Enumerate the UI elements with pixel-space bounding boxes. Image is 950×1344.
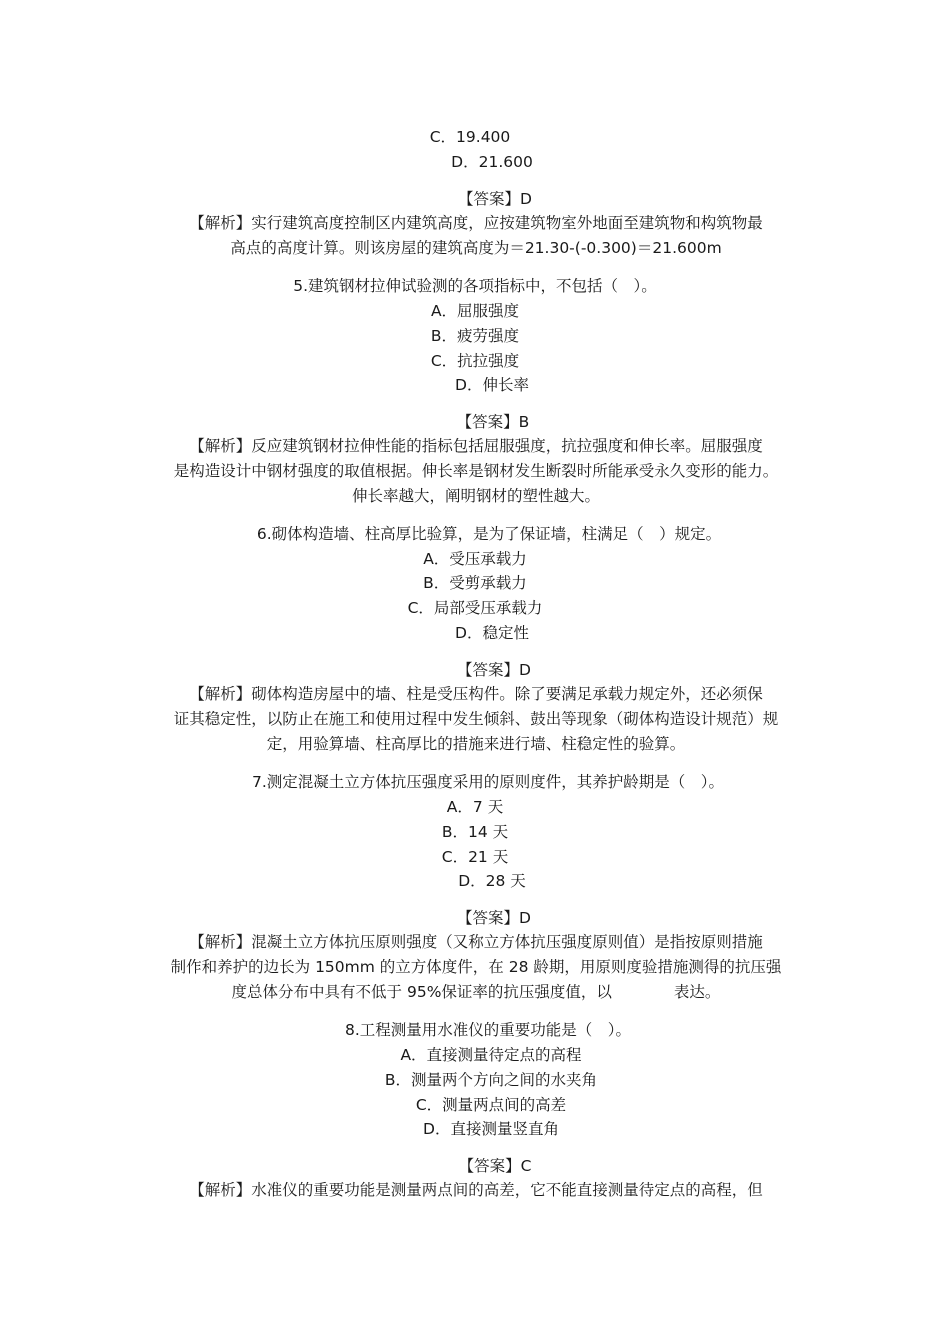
q4-option-d: D．21.600 bbox=[451, 153, 533, 171]
explanation-line: 伸长率越大，阐明钢材的塑性越大。 bbox=[351, 487, 600, 505]
q6-answer: 【答案】D bbox=[457, 661, 531, 679]
q4-explanation bbox=[146, 211, 806, 261]
q4-answer: 【答案】D bbox=[458, 190, 532, 208]
q8-question: 8.工程测量用水准仪的重要功能是（ ）。 bbox=[344, 1021, 632, 1039]
q7-option-d: D．28 天 bbox=[458, 872, 526, 890]
explanation-line: 制作和养护的边长为 150mm 的立方体度件，在 28 龄期，用原则度验措施测得的抗压强 bbox=[170, 958, 782, 976]
q5-question: 5.建筑钢材拉伸试验测的各项指标中，不包括（ ）。 bbox=[293, 277, 657, 295]
explanation-line: 证其稳定性，以防止在施工和使用过程中发生倾斜、鼓出等现象（砌体构造设计规范）规 bbox=[173, 710, 779, 728]
q6-option-d: D．稳定性 bbox=[455, 624, 529, 642]
q8-option-c: C．测量两点间的高差 bbox=[415, 1096, 567, 1114]
explanation-line: 【解析】混凝土立方体抗压原则强度（又称立方体抗压强度原则值）是指按原则措施 bbox=[189, 933, 763, 951]
q7-explanation bbox=[146, 930, 806, 1005]
explanation-line: 【解析】砌体构造房屋中的墙、柱是受压构件。除了要满足承载力规定外，还必须保 bbox=[189, 685, 763, 703]
explanation-line: 高点的高度计算。则该房屋的建筑高度为＝21.30-(-0.300)＝21.600m bbox=[230, 239, 722, 257]
q8-option-d: D．直接测量竖直角 bbox=[423, 1120, 559, 1138]
q7-question: 7.测定混凝土立方体抗压强度采用的原则度件，其养护龄期是（ ）。 bbox=[251, 773, 725, 791]
q7-option-b: B．14 天 bbox=[441, 823, 509, 841]
q7-option-a: A．7 天 bbox=[446, 798, 504, 816]
q6-question: 6.砌体构造墙、柱高厚比验算，是为了保证墙，柱满足（ ）规定。 bbox=[256, 525, 722, 543]
q5-option-a: A．屈服强度 bbox=[430, 302, 520, 320]
q6-option-c: C．局部受压承载力 bbox=[407, 599, 543, 617]
q4-option-c: C．19.400 bbox=[429, 128, 511, 146]
q5-option-b: B．疲劳强度 bbox=[430, 327, 520, 345]
q7-answer: 【答案】D bbox=[457, 909, 531, 927]
q8-explanation bbox=[146, 1178, 806, 1203]
q6-option-a: A．受压承载力 bbox=[423, 550, 527, 568]
explanation-line: 是构造设计中钢材强度的取值根据。伸长率是钢材发生断裂时所能承受永久变形的能力。 bbox=[173, 462, 779, 480]
q5-option-c: C．抗拉强度 bbox=[430, 352, 520, 370]
q8-option-a: A．直接测量待定点的高程 bbox=[400, 1046, 582, 1064]
explanation-line: 定，用验算墙、柱高厚比的措施来进行墙、柱稳定性的验算。 bbox=[266, 735, 686, 753]
explanation-line: 【解析】反应建筑钢材拉伸性能的指标包括屈服强度，抗拉强度和伸长率。屈服强度 bbox=[189, 437, 763, 455]
q8-option-b: B．测量两个方向之间的水夹角 bbox=[384, 1071, 598, 1089]
q8-answer: 【答案】C bbox=[458, 1157, 532, 1175]
q6-explanation bbox=[146, 682, 806, 757]
q7-option-c: C．21 天 bbox=[441, 848, 509, 866]
explanation-line: 【解析】水准仪的重要功能是测量两点间的高差，它不能直接测量待定点的高程，但 bbox=[189, 1181, 763, 1199]
explanation-line: 度总体分布中具有不低于 95%保证率的抗压强度值，以 表达。 bbox=[231, 983, 721, 1001]
q5-option-d: D．伸长率 bbox=[455, 376, 529, 394]
explanation-line: 【解析】实行建筑高度控制区内建筑高度，应按建筑物室外地面至建筑物和构筑物最 bbox=[189, 214, 763, 232]
q5-answer: 【答案】B bbox=[456, 413, 530, 431]
q5-explanation bbox=[146, 434, 806, 509]
q6-option-b: B．受剪承载力 bbox=[423, 574, 527, 592]
